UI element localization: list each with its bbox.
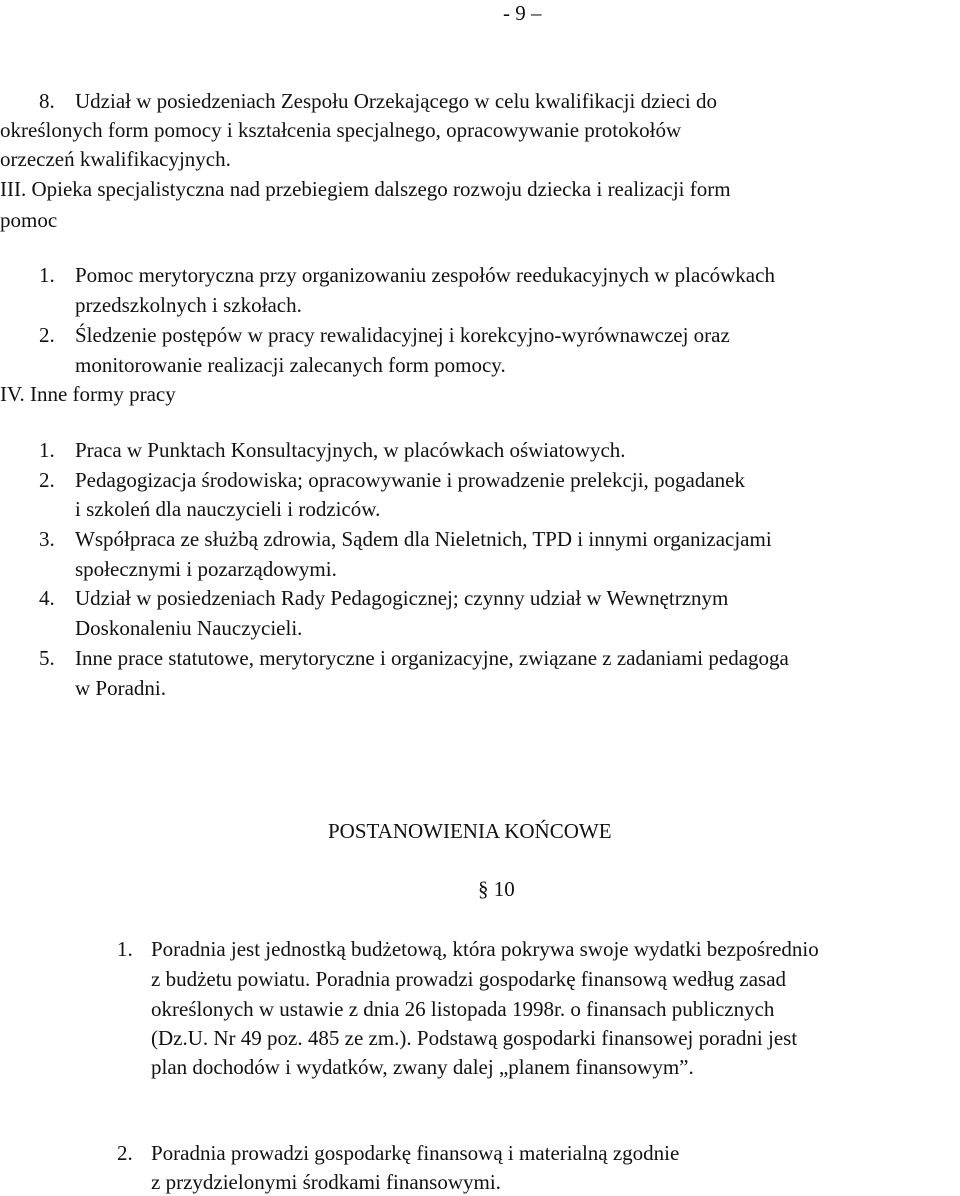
list-item-line: z budżetu powiatu. Poradnia prowadzi gospodarkę finansową według zasad bbox=[151, 967, 787, 991]
list-item-line: Poradnia prowadzi gospodarkę finansową i materialną zgodnie bbox=[151, 1141, 680, 1165]
list-item-line: Praca w Punktach Konsultacyjnych, w placówkach oświatowych. bbox=[75, 438, 626, 462]
list-item-line: z przydzielonymi środkami finansowymi. bbox=[151, 1170, 501, 1194]
list-item-line: Współpraca ze służbą zdrowia, Sądem dla Nieletnich, TPD i innymi organizacjami bbox=[75, 527, 772, 551]
list-item-number: 3. bbox=[39, 527, 55, 551]
list-item-number: 1. bbox=[117, 937, 133, 961]
list-item-line: Pomoc merytoryczna przy organizowaniu zespołów reedukacyjnych w placówkach bbox=[75, 263, 775, 287]
list-item-line: Pedagogizacja środowiska; opracowywanie i prowadzenie prelekcji, pogadanek bbox=[75, 468, 745, 492]
paragraph-mark: § 10 bbox=[478, 877, 515, 901]
list-item-number: 5. bbox=[39, 646, 55, 670]
list-item-number: 4. bbox=[39, 586, 55, 610]
list-item-number: 8. bbox=[39, 89, 55, 113]
section-heading-III-cont: pomoc bbox=[0, 208, 58, 232]
section-heading-III: III. Opieka specjalistyczna nad przebiegiem dalszego rozwoju dziecka i realizacji form bbox=[0, 177, 731, 201]
list-item-number: 1. bbox=[39, 263, 55, 287]
list-item-line: (Dz.U. Nr 49 poz. 485 ze zm.). Podstawą gospodarki finansowej poradni jest bbox=[151, 1026, 798, 1050]
list-item-line: plan dochodów i wydatków, zwany dalej „planem finansowym”. bbox=[151, 1055, 694, 1079]
list-item-line: i szkoleń dla nauczycieli i rodziców. bbox=[75, 497, 381, 521]
list-item-line: w Poradni. bbox=[75, 676, 166, 700]
list-item-line: Doskonaleniu Nauczycieli. bbox=[75, 616, 303, 640]
page-number: - 9 – bbox=[503, 1, 542, 25]
list-item-line: przedszkolnych i szkołach. bbox=[75, 293, 302, 317]
list-item-line: orzeczeń kwalifikacyjnych. bbox=[0, 147, 231, 171]
list-item-line: określonych form pomocy i kształcenia specjalnego, opracowywanie protokołów bbox=[0, 118, 682, 142]
list-item-line: społecznymi i pozarządowymi. bbox=[75, 557, 337, 581]
final-provisions-title: POSTANOWIENIA KOŃCOWE bbox=[328, 819, 612, 843]
list-item-number: 2. bbox=[39, 468, 55, 492]
list-item-line: Inne prace statutowe, merytoryczne i organizacyjne, związane z zadaniami pedagoga bbox=[75, 646, 789, 670]
list-item-number: 1. bbox=[39, 438, 55, 462]
list-item-line: monitorowanie realizacji zalecanych form pomocy. bbox=[75, 353, 506, 377]
list-item-number: 2. bbox=[39, 323, 55, 347]
list-item-line: Poradnia jest jednostką budżetową, która pokrywa swoje wydatki bezpośrednio bbox=[151, 937, 819, 961]
section-heading-IV: IV. Inne formy pracy bbox=[0, 382, 176, 406]
list-item-number: 2. bbox=[117, 1141, 133, 1165]
list-item-line: Udział w posiedzeniach Zespołu Orzekającego w celu kwalifikacji dzieci do bbox=[75, 89, 717, 113]
list-item-line: Udział w posiedzeniach Rady Pedagogicznej; czynny udział w Wewnętrznym bbox=[75, 586, 729, 610]
list-item-line: określonych w ustawie z dnia 26 listopada 1998r. o finansach publicznych bbox=[151, 997, 775, 1021]
list-item-line: Śledzenie postępów w pracy rewalidacyjnej i korekcyjno-wyrównawczej oraz bbox=[75, 323, 730, 347]
